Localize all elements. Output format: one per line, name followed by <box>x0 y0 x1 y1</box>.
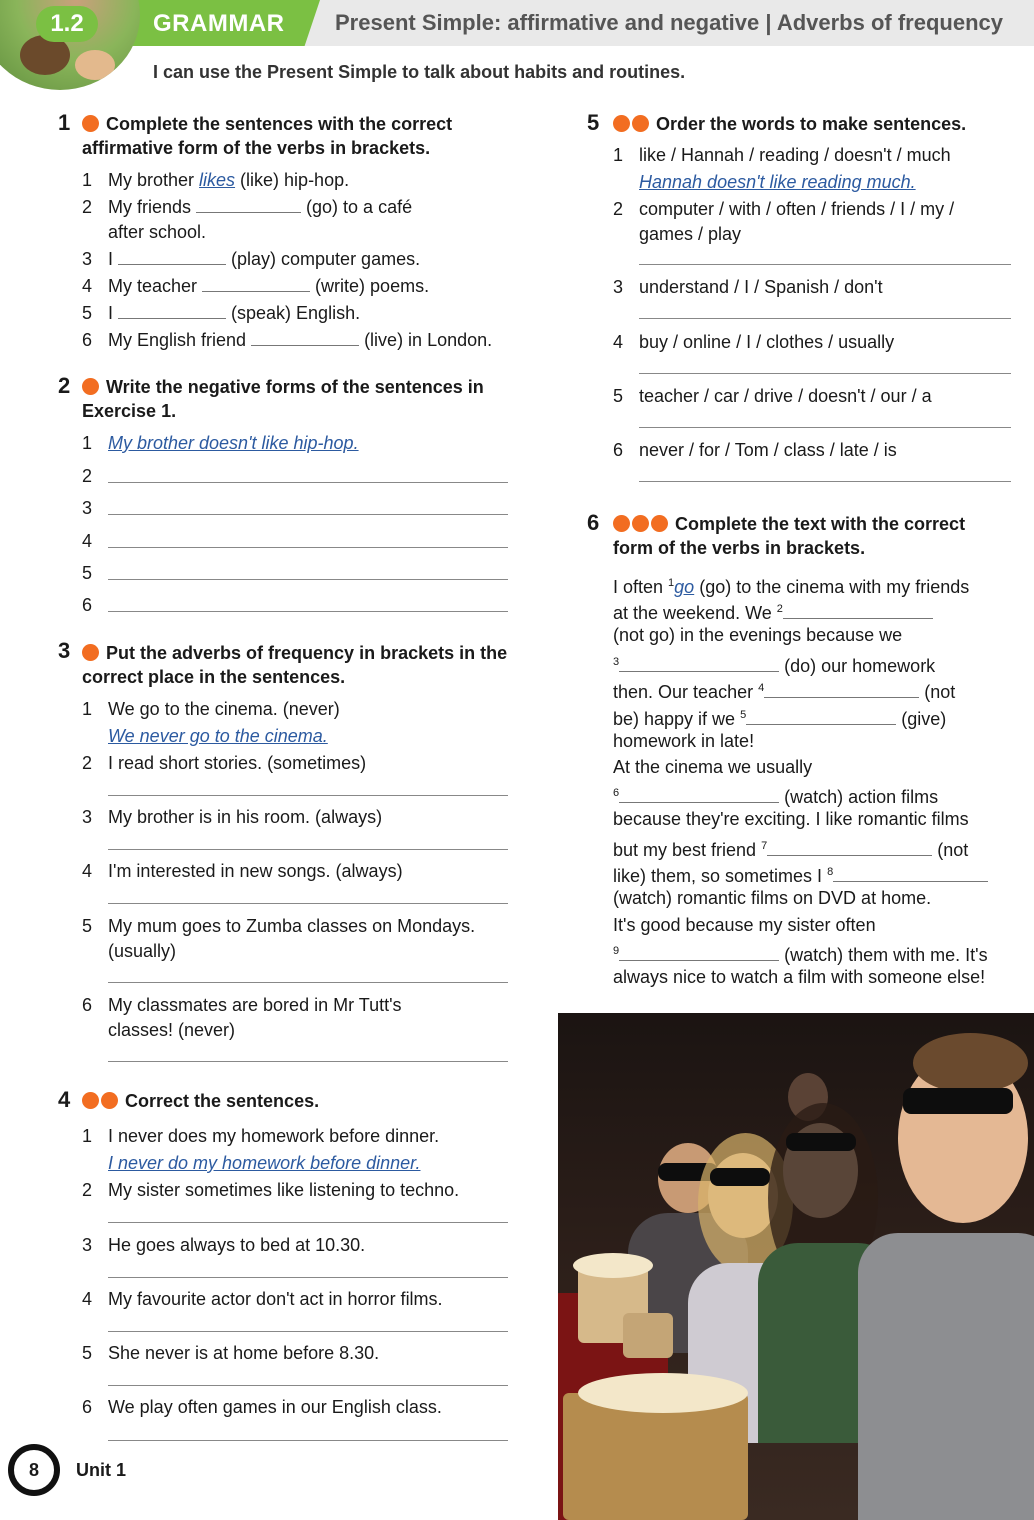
text-line: I often $^1$go (go) to the cinema with my friends <box>613 577 970 597</box>
difficulty-dot-icon <box>613 115 630 132</box>
answer-line[interactable] <box>639 481 1011 482</box>
text-line: At the cinema we usually <box>613 757 813 777</box>
answer-line[interactable] <box>108 1440 508 1441</box>
answer-line[interactable] <box>108 849 508 850</box>
answer-line[interactable] <box>108 1385 508 1386</box>
list-item-cont: classes! (never) <box>108 1020 236 1040</box>
answer-line[interactable] <box>639 264 1011 265</box>
text-line: It's good because my sister often <box>613 915 876 935</box>
answer-example: We never go to the cinema. <box>108 726 328 746</box>
text-line: $^3$ (do) our homework <box>613 656 936 676</box>
list-item: 4 My favourite actor don't act in horror films. <box>82 1289 443 1309</box>
answer-line[interactable] <box>108 795 508 796</box>
list-item: 5 I (speak) English. <box>82 303 361 323</box>
difficulty-dot-icon <box>632 115 649 132</box>
text-line: at the weekend. We $^2$ <box>613 596 933 626</box>
answer-line[interactable] <box>108 1331 508 1332</box>
answer-line[interactable] <box>108 514 508 515</box>
list-item: 5 She never is at home before 8.30. <box>82 1343 380 1363</box>
unit-badge: 1.2 <box>36 6 98 42</box>
exercise-number: 4 <box>58 1087 71 1112</box>
answer-line[interactable] <box>108 1277 508 1278</box>
exercise-instruction: Correct the sentences. <box>125 1091 320 1111</box>
exercise-instruction: Complete the sentences with the correct <box>106 114 453 134</box>
list-item: 6 never / for / Tom / class / late / is <box>613 440 897 460</box>
exercise-number: 3 <box>58 638 71 663</box>
difficulty-dot-icon <box>651 515 668 532</box>
answer-blank[interactable] <box>118 301 226 319</box>
list-item: 3 He goes always to bed at 10.30. <box>82 1235 366 1255</box>
answer-example: likes <box>199 170 236 190</box>
text-line: $^6$ (watch) action films <box>613 787 939 807</box>
list-item-cont: games / play <box>639 224 742 244</box>
answer-line[interactable] <box>639 427 1011 428</box>
difficulty-dot-icon <box>101 1092 118 1109</box>
text-line: $^9$ (watch) them with me. It's <box>613 945 988 965</box>
exercise-instruction: Put the adverbs of frequency in brackets in the <box>106 643 508 663</box>
list-item: 2 computer / with / often / friends / I / my / <box>613 199 955 219</box>
answer-blank[interactable] <box>196 195 301 213</box>
list-item: 5 My mum goes to Zumba classes on Mondays. <box>82 916 476 936</box>
list-item-cont: after school. <box>108 222 207 242</box>
learning-objective: I can use the Present Simple to talk about habits and routines. <box>153 62 686 82</box>
cinema-audience-photo <box>558 1013 1034 1520</box>
exercise-number: 5 <box>587 110 600 135</box>
list-item: 4 My teacher (write) poems. <box>82 276 430 296</box>
answer-blank[interactable] <box>202 274 310 292</box>
text-line: but my best friend $^7$ (not <box>613 840 969 860</box>
answer-blank[interactable] <box>619 785 779 803</box>
list-item: 5 teacher / car / drive / doesn't / our / a <box>613 386 932 406</box>
list-item: 1 We go to the cinema. (never) <box>82 699 340 719</box>
answer-line[interactable] <box>108 547 508 548</box>
answer-blank[interactable] <box>251 328 359 346</box>
text-line: (watch) romantic films on DVD at home. <box>613 888 932 908</box>
list-item: 1 I never does my homework before dinner. <box>82 1126 440 1146</box>
answer-example: go <box>674 577 695 597</box>
answer-example: My brother doesn't like hip-hop. <box>108 433 359 453</box>
list-item: 2 I read short stories. (sometimes) <box>82 753 367 773</box>
answer-line[interactable] <box>108 982 508 983</box>
list-item: 4 <box>82 531 93 551</box>
answer-blank[interactable] <box>746 707 896 725</box>
exercise-instruction: Write the negative forms of the sentences in <box>106 377 484 397</box>
list-item: 4 I'm interested in new songs. (always) <box>82 861 403 881</box>
exercise-instruction: correct place in the sentences. <box>82 667 346 687</box>
list-item: 2 <box>82 466 93 486</box>
difficulty-dot-icon <box>632 515 649 532</box>
list-item: 6 My classmates are bored in Mr Tutt's <box>82 995 402 1015</box>
answer-example: I never do my homework before dinner. <box>108 1153 421 1173</box>
exercise-instruction: Complete the text with the correct <box>675 514 966 534</box>
list-item: 6 My English friend (live) in London. <box>82 330 493 350</box>
answer-blank[interactable] <box>118 247 226 265</box>
list-item: 3 <box>82 498 93 518</box>
answer-line[interactable] <box>639 373 1011 374</box>
section-label: GRAMMAR <box>153 10 285 37</box>
text-line: (not go) in the evenings because we <box>613 625 903 645</box>
list-item: 3 My brother is in his room. (always) <box>82 807 383 827</box>
answer-line[interactable] <box>108 611 508 612</box>
answer-line[interactable] <box>108 579 508 580</box>
answer-line[interactable] <box>108 482 508 483</box>
text-line: always nice to watch a film with someone else! <box>613 967 986 987</box>
page-number: 8 <box>8 1444 60 1496</box>
exercise-instruction: form of the verbs in brackets. <box>613 538 866 558</box>
answer-line[interactable] <box>108 903 508 904</box>
list-item: 1 My brother doesn't like hip-hop. <box>82 433 359 453</box>
exercise-instruction: affirmative form of the verbs in brackets. <box>82 138 431 158</box>
list-item: 1 My brother likes (like) hip-hop. <box>82 170 350 190</box>
exercise-number: 1 <box>58 110 71 135</box>
text-line: homework in late! <box>613 731 755 751</box>
text-line: because they're exciting. I like romantic films <box>613 809 969 829</box>
list-item: 2 My friends (go) to a café <box>82 197 413 217</box>
text-line: like) them, so sometimes I $^8$ <box>613 859 988 889</box>
list-item: 2 My sister sometimes like listening to techno. <box>82 1180 460 1200</box>
answer-blank[interactable] <box>833 864 988 882</box>
list-item: 6 We play often games in our English class. <box>82 1397 442 1417</box>
answer-blank[interactable] <box>767 838 932 856</box>
text-line: then. Our teacher $^4$ (not <box>613 682 956 702</box>
page-title: Present Simple: affirmative and negative | Adverbs of frequency <box>335 10 1003 35</box>
exercise-number: 2 <box>58 373 71 398</box>
answer-blank[interactable] <box>619 943 779 961</box>
list-item: 6 <box>82 595 93 615</box>
answer-line[interactable] <box>108 1061 508 1062</box>
answer-blank[interactable] <box>783 601 933 619</box>
list-item: 1 like / Hannah / reading / doesn't / much <box>613 145 951 165</box>
list-item-cont: (usually) <box>108 941 177 961</box>
text-line: be) happy if we $^5$ (give) <box>613 709 947 729</box>
list-item: 5 <box>82 563 93 583</box>
answer-blank[interactable] <box>764 680 919 698</box>
difficulty-dot-icon <box>82 378 99 395</box>
answer-blank[interactable] <box>619 654 779 672</box>
answer-line[interactable] <box>108 1222 508 1223</box>
exercise-instruction: Exercise 1. <box>82 401 177 421</box>
difficulty-dot-icon <box>82 115 99 132</box>
answer-example: Hannah doesn't like reading much. <box>639 172 916 192</box>
unit-label: Unit 1 <box>76 1460 127 1480</box>
difficulty-dot-icon <box>613 515 630 532</box>
exercise-number: 6 <box>587 510 600 535</box>
difficulty-dot-icon <box>82 644 99 661</box>
list-item: 4 buy / online / I / clothes / usually <box>613 332 895 352</box>
answer-line[interactable] <box>639 318 1011 319</box>
list-item: 3 understand / I / Spanish / don't <box>613 277 883 297</box>
difficulty-dot-icon <box>82 1092 99 1109</box>
exercise-instruction: Order the words to make sentences. <box>656 114 967 134</box>
list-item: 3 I (play) computer games. <box>82 249 421 269</box>
